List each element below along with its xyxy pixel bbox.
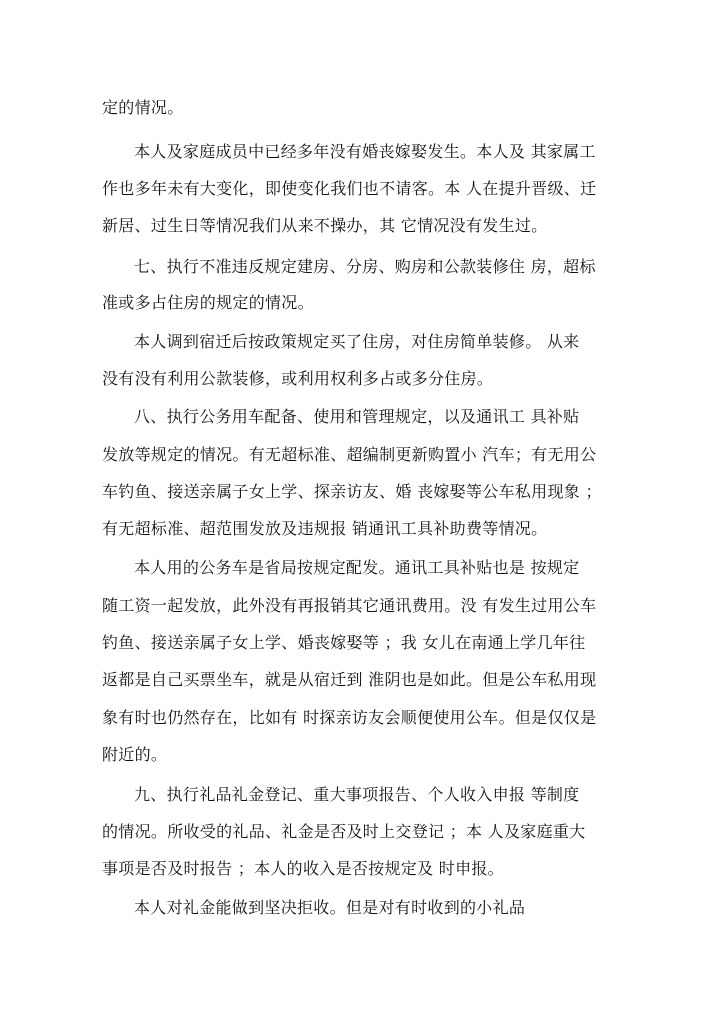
text-line-20: 的情况。所收受的礼品、礼金是否及时上交登记 ；本 人及家庭重大 [102,822,586,841]
text-line-6: 准或多占住房的规定的情况。 [102,293,314,312]
text-line-15: 钓鱼、接送亲属子女上学、婚丧嫁娶等 ；我 女儿在南通上学几年往 [102,633,586,652]
text-line-21: 事项是否及时报告 ；本人的收入是否按规定及 时申报。 [102,859,504,878]
text-line-4: 新居、过生日等情况我们从来不操办，其 它情况没有发生过。 [102,216,548,235]
text-line-16: 返都是自己买票坐车，就是从宿迁到 淮阴也是如此。但是公车私用现 [102,670,597,689]
text-line-14: 随工资一起发放，此外没有再报销其它通讯费用。没 有发生过用公车 [102,596,597,615]
text-line-18: 附近的。 [102,745,168,764]
text-line-2: 本人及家庭成员中已经多年没有婚丧嫁娶发生。本人及 其家属工 [134,142,596,161]
text-line-12: 有无超标准、超范围发放及违规报 销通讯工具补助费等情况。 [102,519,548,538]
text-line-10: 发放等规定的情况。有无超标准、超编制更新购置小 汽车；有无用公 [102,445,597,464]
text-line-1: 定的情况。 [102,98,184,117]
text-line-22: 本人对礼金能做到坚决拒收。但是对有时收到的小礼品 [134,898,526,917]
text-line-9: 八、执行公务用车配备、使用和管理规定，以及通讯工 具补贴 [134,407,580,426]
text-line-17: 象有时也仍然存在，比如有 时探亲访友会顺便使用公车。但是仅仅是 [102,708,597,727]
text-line-8: 没有没有利用公款装修，或利用权利多占或多分住房。 [102,369,494,388]
text-line-7: 本人调到宿迁后按政策规定买了住房，对住房简单装修。 从来 [134,332,580,351]
text-line-3: 作也多年未有大变化，即使变化我们也不请客。本 人在提升晋级、迁 [102,179,597,198]
text-line-19: 九、执行礼品礼金登记、重大事项报告、个人收入申报 等制度 [134,785,580,804]
text-line-13: 本人用的公务车是省局按规定配发。通讯工具补贴也是 按规定 [134,558,580,577]
text-line-11: 车钓鱼、接送亲属子女上学、探亲访友、婚 丧嫁娶等公车私用现象 ； [102,482,602,501]
text-line-5: 七、执行不准违反规定建房、分房、购房和公款装修住 房，超标 [134,257,596,276]
